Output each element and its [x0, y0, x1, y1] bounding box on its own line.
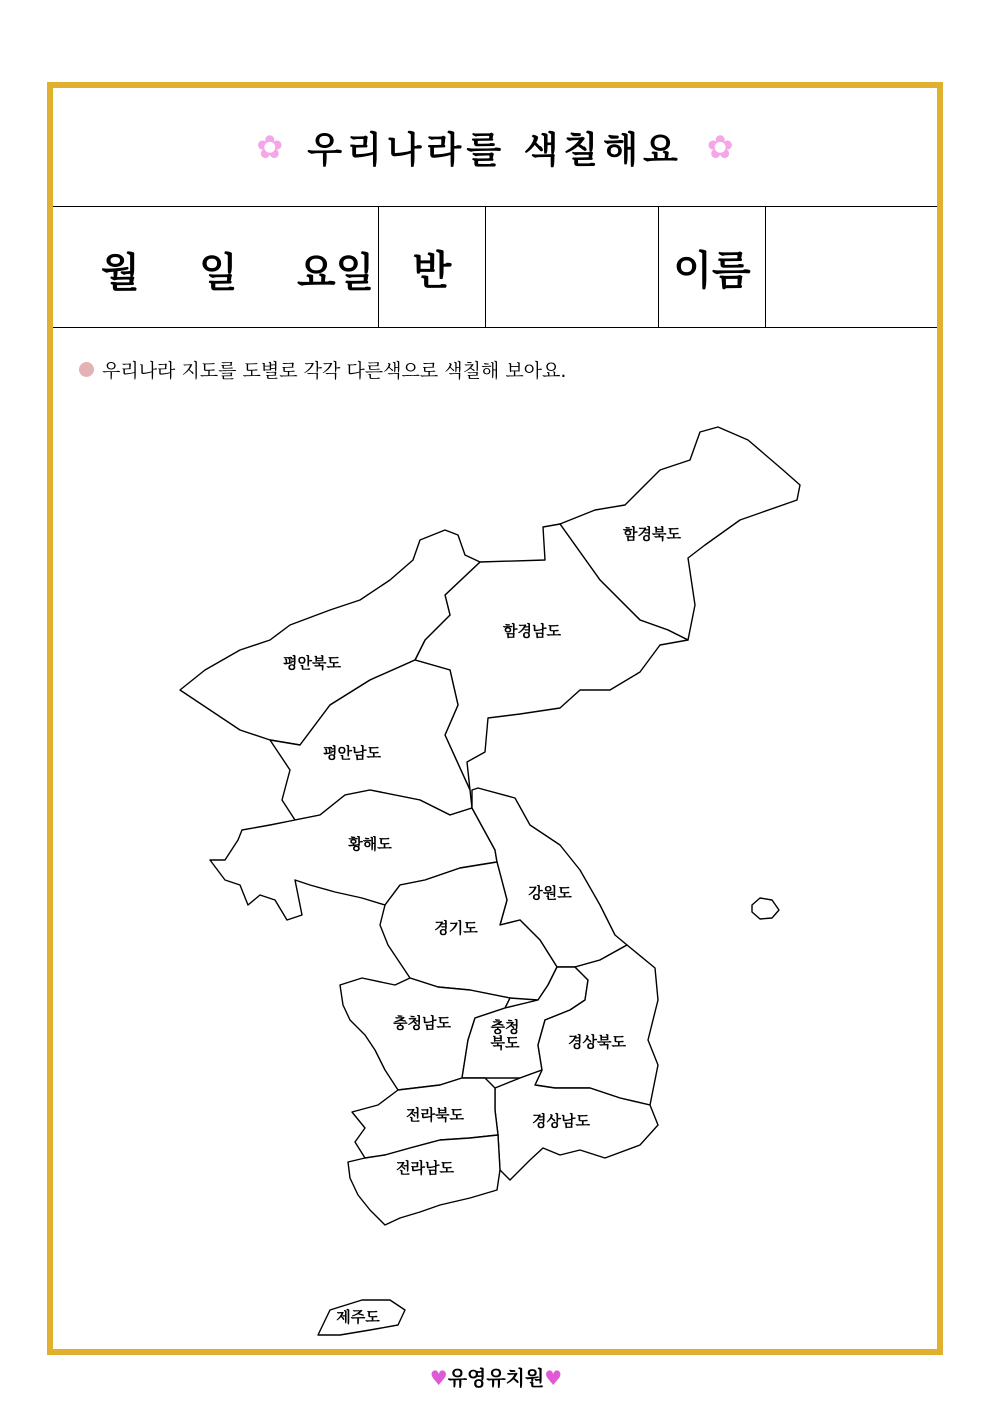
label-hamgyeongnamdo: 함경남도 — [503, 622, 561, 640]
heart-icon: ♥ — [429, 1366, 448, 1390]
label-gyeongsangbukdo: 경상북도 — [568, 1033, 626, 1051]
label-jejudo: 제주도 — [336, 1308, 380, 1326]
label-jeollabukdo: 전라북도 — [406, 1106, 464, 1124]
instruction-text: 우리나라 지도를 도별로 각각 다른색으로 색칠해 보아요. — [102, 360, 567, 382]
heart-icon: ♥ — [544, 1366, 563, 1390]
label-pyeonganbukdo: 평안북도 — [283, 654, 341, 672]
label-pyeongannamdo: 평안남도 — [323, 744, 381, 762]
label-chungcheongbukdo-line2: 북도 — [490, 1034, 520, 1052]
flower-icon: ✿ — [256, 128, 284, 166]
flower-icon: ✿ — [706, 128, 734, 166]
label-gangwondo: 강원도 — [528, 884, 572, 902]
footer — [0, 1362, 992, 1391]
footer-text: 유영유치원 — [447, 1366, 545, 1390]
label-gyeongsangnamdo: 경상남도 — [532, 1112, 590, 1130]
day-label: 일 — [199, 250, 238, 296]
month-label: 월 — [101, 250, 140, 296]
label-chungcheongbukdo-line1: 충청 — [490, 1018, 520, 1036]
label-gyeonggido: 경기도 — [434, 919, 478, 937]
label-hamgyeongbukdo: 함경북도 — [623, 525, 681, 543]
class-label: 반 — [379, 207, 486, 327]
label-jeollanamdo: 전라남도 — [396, 1159, 454, 1177]
name-label: 이름 — [659, 207, 766, 327]
weekday-label: 요일 — [297, 250, 375, 296]
island-ulleungdo[interactable] — [752, 898, 779, 919]
page-title: 우리나라를 색칠해요 — [307, 129, 683, 171]
label-hwanghaedo: 황해도 — [348, 835, 392, 853]
label-chungcheongnamdo: 충청남도 — [393, 1014, 451, 1032]
